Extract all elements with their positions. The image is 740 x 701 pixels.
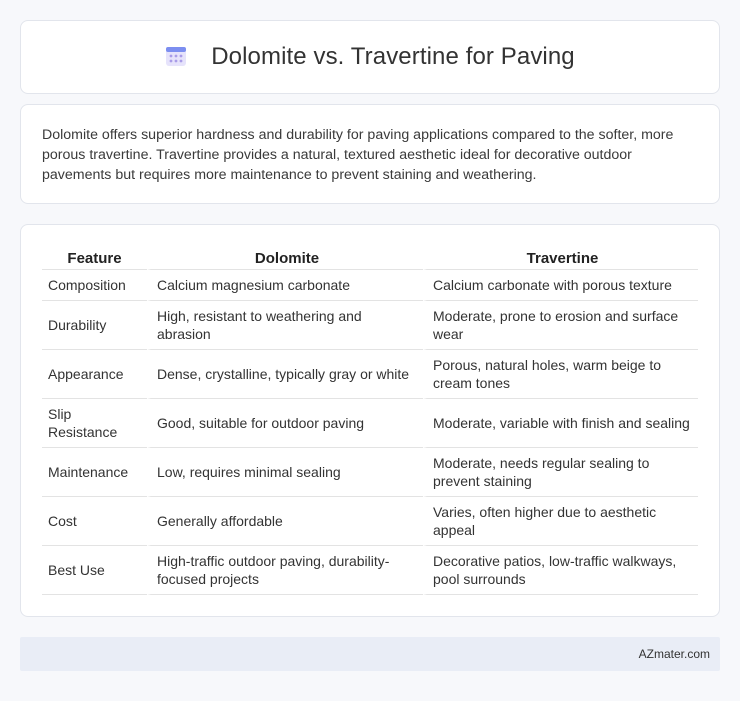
intro-card bbox=[20, 104, 720, 204]
travertine-cell: Moderate, prone to erosion and surface wear bbox=[423, 301, 698, 350]
header-dolomite: Dolomite bbox=[147, 245, 423, 270]
dolomite-cell: Dense, crystalline, typically gray or white bbox=[147, 350, 423, 399]
table-row bbox=[42, 448, 698, 497]
page-title: Dolomite vs. Travertine for Paving bbox=[211, 43, 575, 70]
table-row bbox=[42, 270, 698, 301]
travertine-cell: Moderate, variable with finish and sealing bbox=[423, 399, 698, 448]
comparison-table bbox=[42, 245, 698, 595]
dolomite-cell: Good, suitable for outdoor paving bbox=[147, 399, 423, 448]
table-row bbox=[42, 546, 698, 595]
intro-text: Dolomite offers superior hardness and durability for paving applications compared to the softer, more porous travertine. Travertine provides a natural, textured aesthetic ideal for decorative outdoor pavements but requires more maintenance to prevent staining and weathering. bbox=[42, 127, 674, 183]
travertine-cell: Moderate, needs regular sealing to prevent staining bbox=[423, 448, 698, 497]
feature-cell: Best Use bbox=[42, 546, 147, 595]
feature-cell: Composition bbox=[42, 270, 147, 301]
header-travertine: Travertine bbox=[423, 245, 698, 270]
travertine-cell: Decorative patios, low-traffic walkways, pool surrounds bbox=[423, 546, 698, 595]
footer-source[interactable]: AZmater.com bbox=[638, 647, 710, 661]
travertine-cell: Varies, often higher due to aesthetic appeal bbox=[423, 497, 698, 546]
feature-cell: Slip Resistance bbox=[42, 399, 147, 448]
title-card bbox=[20, 20, 720, 94]
dolomite-cell: Calcium magnesium carbonate bbox=[147, 270, 423, 301]
dolomite-cell: Low, requires minimal sealing bbox=[147, 448, 423, 497]
comparison-card bbox=[20, 224, 720, 617]
calendar-icon bbox=[165, 45, 187, 67]
table-row bbox=[42, 350, 698, 399]
table-row bbox=[42, 301, 698, 350]
header-feature: Feature bbox=[42, 245, 147, 270]
travertine-cell: Calcium carbonate with porous texture bbox=[423, 270, 698, 301]
dolomite-cell: High, resistant to weathering and abrasion bbox=[147, 301, 423, 350]
table-row bbox=[42, 399, 698, 448]
dolomite-cell: High-traffic outdoor paving, durability-focused projects bbox=[147, 546, 423, 595]
table-row bbox=[42, 497, 698, 546]
travertine-cell: Porous, natural holes, warm beige to cream tones bbox=[423, 350, 698, 399]
feature-cell: Cost bbox=[42, 497, 147, 546]
dolomite-cell: Generally affordable bbox=[147, 497, 423, 546]
feature-cell: Appearance bbox=[42, 350, 147, 399]
feature-cell: Durability bbox=[42, 301, 147, 350]
feature-cell: Maintenance bbox=[42, 448, 147, 497]
footer-bar bbox=[20, 637, 720, 671]
